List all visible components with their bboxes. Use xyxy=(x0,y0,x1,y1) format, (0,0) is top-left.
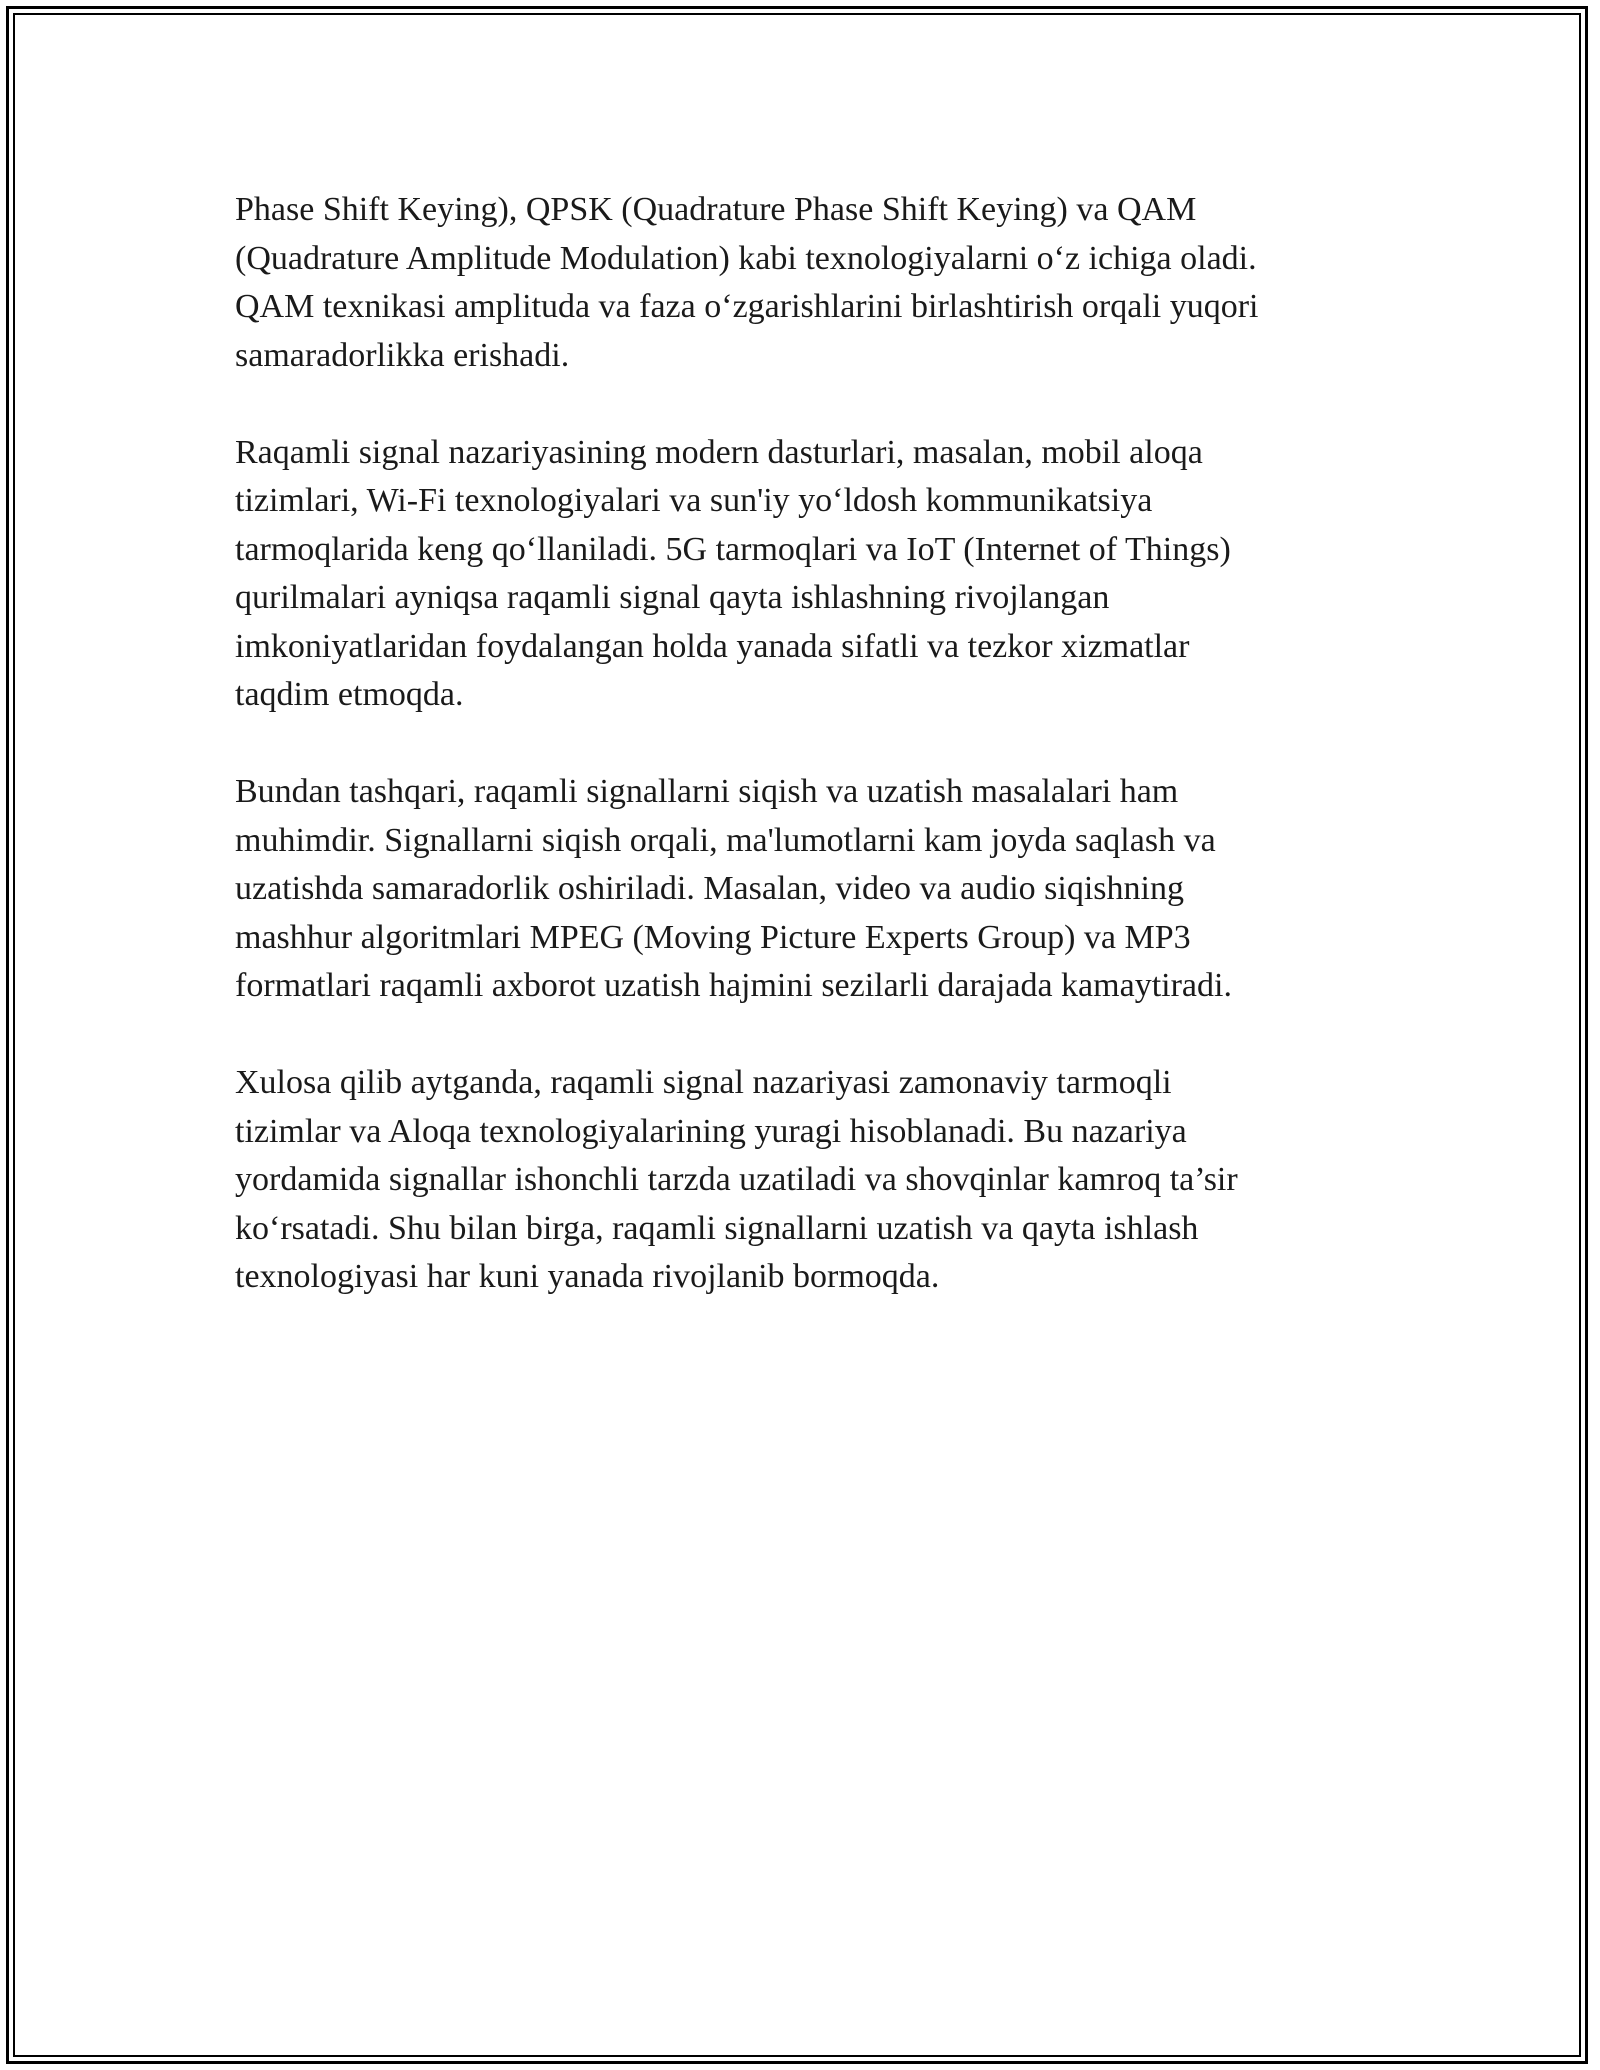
paragraph-modulation: Phase Shift Keying), QPSK (Quadrature Phase Shift Keying) va QAM (Quadrature Amplitude Modulation) kabi texnologiyalarni o‘z ichiga oladi. QAM texnikasi amplituda va faza o‘zgarishlarini birlashtirish orqali yuqori samaradorlikka erishadi. xyxy=(235,191,1259,374)
paragraph-applications: Raqamli signal nazariyasining modern dasturlari, masalan, mobil aloqa tizimlari, Wi-Fi texnologiyalari va sun'iy yo‘ldosh kommunikatsiya tarmoqlarida keng qo‘llaniladi. 5G tarmoqlari va IoT (Internet of Things) qurilmalari ayniqsa raqamli signal qayta ishlashning rivojlangan imkoniyatlaridan foydalangan holda yanada sifatli va tezkor xizmatlar taqdim etmoqda. xyxy=(235,433,1231,713)
paragraph-conclusion: Xulosa qilib aytganda, raqamli signal nazariyasi zamonaviy tarmoqli tizimlar va Aloqa texnologiyalarining yuragi hisoblanadi. Bu nazariya yordamida signallar ishonchli tarzda uzatiladi va shovqinlar kamroq ta’sir ko‘rsatadi. Shu bilan birga, raqamli signallarni uzatish va qayta ishlash texnologiyasi har kuni yanada rivojlanib bormoqda. xyxy=(235,1064,1238,1295)
paragraph-compression: Bundan tashqari, raqamli signallarni siqish va uzatish masalalari ham muhimdir. Signallarni siqish orqali, ma'lumotlarni kam joyda saqlash va uzatishda samaradorlik oshiriladi. Masalan, video va audio siqishning mashhur algoritmlari MPEG (Moving Picture Experts Group) va MP3 formatlari raqamli axborot uzatish hajmini sezilarli darajada kamaytiradi. xyxy=(235,773,1232,1004)
document-body xyxy=(235,186,1375,1350)
